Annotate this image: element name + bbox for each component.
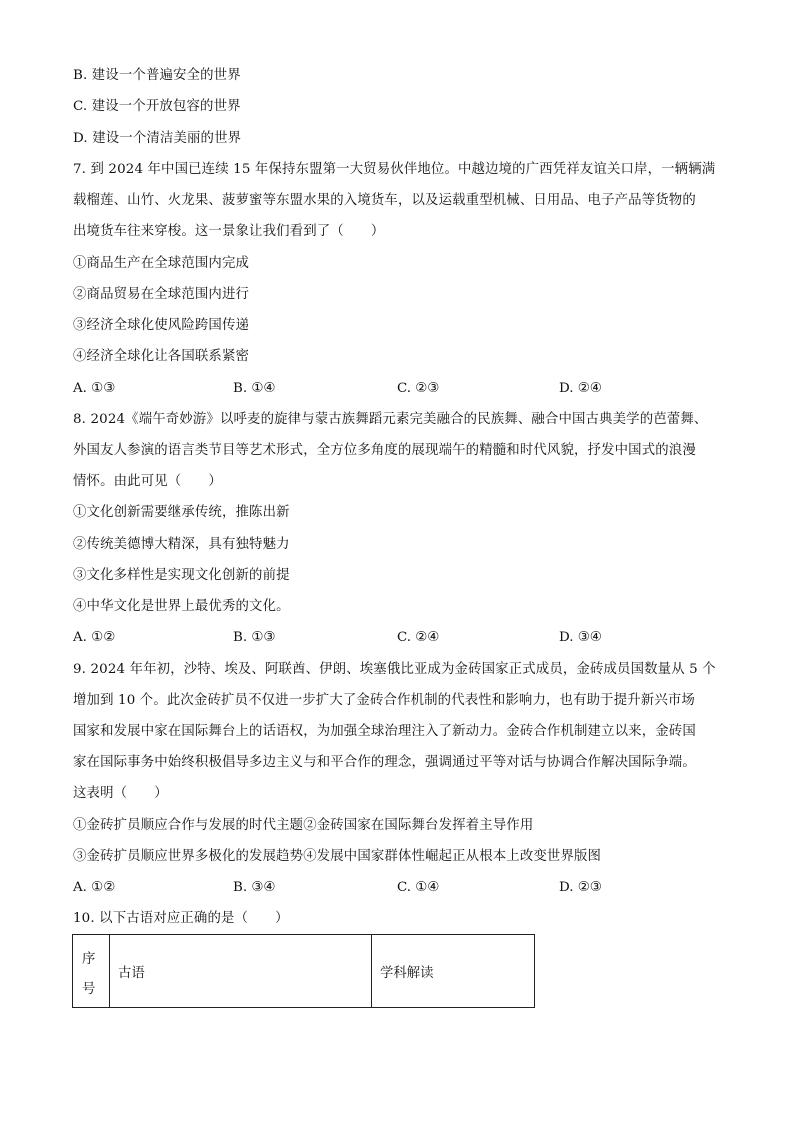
q9-stem-line-2: 增加到 10 个。此次金砖扩员不仅进一步扩大了金砖合作机制的代表性和影响力，也有助于提升新兴市场 [73,693,695,708]
q10-table [72,934,535,1008]
q8-statement-4: ④中华文化是世界上最优秀的文化。 [73,599,290,614]
table-header-cell [73,935,110,1007]
q8-stem-line-3: 情怀。由此可见（ ） [73,474,222,489]
q9-statements-1-2: ①金砖扩员顺应合作与发展的时代主题②金砖国家在国际舞台发挥着主导作用 [73,818,534,833]
q8-statement-2: ②传统美德博大精深，具有独特魅力 [73,537,290,552]
q7-statement-1: ①商品生产在全球范围内完成 [73,256,250,271]
q6-option-d: D. 建设一个清洁美丽的世界 [73,131,242,146]
table-header-cell [372,935,534,1007]
q7-stem-line-3: 出境货车往来穿梭。这一景象让我们看到了（ ） [73,224,385,239]
q7-choice-c: C. ②③ [397,381,440,396]
q9-answer-choices [73,878,693,898]
q7-choice-a: A. ①③ [73,381,116,396]
q8-choice-b: B. ①③ [233,630,276,645]
q8-answer-choices [73,628,693,648]
q9-stem-line-3: 国家和发展中家在国际舞台上的话语权，为加强全球治理注入了新动力。金砖合作机制建立以来，金砖国 [73,724,696,739]
q7-statement-3: ③经济全球化使风险跨国传递 [73,318,250,333]
q7-stem-line-2: 载榴莲、山竹、火龙果、菠萝蜜等东盟水果的入境货车，以及运载重型机械、日用品、电子产品等货物的 [73,193,696,208]
q9-choice-b: B. ③④ [233,880,276,895]
q7-statement-4: ④经济全球化让各国联系紧密 [73,349,250,364]
q7-statement-2: ②商品贸易在全球范围内进行 [73,287,250,302]
table-header-index: 序号 [82,952,96,997]
q7-choice-b: B. ①④ [233,381,276,396]
q7-choice-d: D. ②④ [559,381,602,396]
table-header-interpretation: 学科解读 [380,966,434,981]
q8-statement-3: ③文化多样性是实现文化创新的前提 [73,568,290,583]
q6-option-c: C. 建设一个开放包容的世界 [73,99,241,114]
q10-stem: 10. 以下古语对应正确的是（ ） [73,911,289,926]
q9-choice-d: D. ②③ [559,880,602,895]
q9-choice-a: A. ①② [73,880,116,895]
q6-option-b: B. 建设一个普遍安全的世界 [73,68,241,83]
q8-choice-d: D. ③④ [559,630,602,645]
q9-statements-3-4: ③金砖扩员顺应世界多极化的发展趋势④发展中国家群体性崛起正从根本上改变世界版图 [73,849,602,864]
q7-stem-line-1: 7. 到 2024 年中国已连续 15 年保持东盟第一大贸易伙伴地位。中越边境的广西凭祥友谊关口岸，一辆辆满 [73,162,716,177]
q9-choice-c: C. ①④ [397,880,440,895]
q8-stem-line-2: 外国友人参演的语言类节目等艺术形式，全方位多角度的展现端午的精髓和时代风貌，抒发中国式的浪漫 [73,443,696,458]
q9-stem-line-5: 这表明（ ） [73,786,168,801]
q7-answer-choices [73,379,693,399]
table-header-cell [110,935,372,1007]
q9-stem-line-4: 家在国际事务中始终积极倡导多边主义与和平合作的理念，强调通过平等对话与协调合作解决国际争端。 [73,755,696,770]
q8-statement-1: ①文化创新需要继承传统，推陈出新 [73,505,290,520]
q9-stem-line-1: 9. 2024 年年初，沙特、埃及、阿联酋、伊朗、埃塞俄比亚成为金砖国家正式成员，金砖成员国数量从 5 个 [73,662,716,677]
q8-stem-line-1: 8. 2024《端午奇妙游》以呼麦的旋律与蒙古族舞蹈元素完美融合的民族舞、融合中国古典美学的芭蕾舞、 [73,412,708,427]
q8-choice-a: A. ①② [73,630,116,645]
table-header-ancient-saying: 古语 [118,966,145,981]
q8-choice-c: C. ②④ [397,630,440,645]
